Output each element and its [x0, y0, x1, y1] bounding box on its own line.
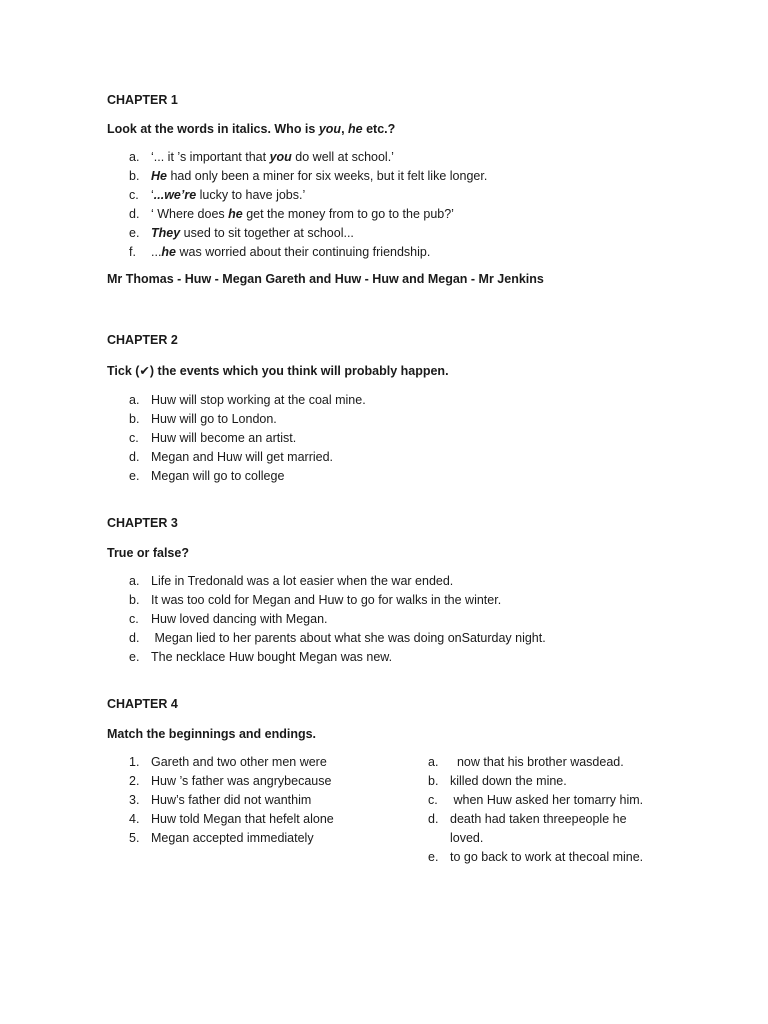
- item-text: Huw will become an artist.: [151, 431, 297, 445]
- item-marker: b.: [129, 169, 140, 183]
- list-item: [129, 167, 707, 186]
- list-item: [129, 148, 707, 167]
- instruction: Match the beginnings and endings.: [107, 727, 317, 741]
- beginnings-list: [107, 753, 419, 848]
- item-marker: e.: [129, 226, 140, 240]
- item-marker: d.: [129, 450, 140, 464]
- list-item: [129, 391, 707, 410]
- item-marker: c.: [129, 431, 139, 445]
- instruction: True or false?: [107, 546, 189, 560]
- chapter-heading: CHAPTER 3: [107, 516, 178, 530]
- list-item: [129, 753, 419, 772]
- instruction-italic: you: [318, 122, 342, 136]
- item-text: Megan accepted immediately: [151, 831, 314, 845]
- item-text: Huw will stop working at the coal mine.: [151, 393, 366, 407]
- list-item: [428, 810, 668, 848]
- item-text: ‘...we’re lucky to have jobs.’: [151, 188, 306, 202]
- item-text: Life in Tredonald was a lot easier when the war ended.: [151, 574, 454, 588]
- list-item: [129, 772, 419, 791]
- item-text: Huw will go to London.: [151, 412, 277, 426]
- endings-list: [428, 753, 668, 867]
- instruction-italic: he: [348, 122, 363, 136]
- item-marker: b.: [428, 774, 439, 788]
- item-text: ‘... it ’s important that you do well at school.’: [151, 150, 394, 164]
- chapter-2-section: [107, 331, 707, 486]
- instruction-text: ,: [341, 122, 349, 136]
- true-false-list: [107, 572, 707, 667]
- item-marker: e.: [428, 850, 439, 864]
- list-item: [428, 848, 668, 867]
- list-item: [129, 448, 707, 467]
- item-text: Huw ’s father was angrybecause: [151, 774, 332, 788]
- chapter-heading: CHAPTER 1: [107, 93, 178, 107]
- list-item: [129, 829, 419, 848]
- list-item: [129, 591, 707, 610]
- item-marker: d.: [428, 812, 439, 826]
- question-list: [107, 148, 707, 262]
- list-item: [129, 610, 707, 629]
- chapter-4-section: [107, 695, 707, 744]
- item-text: death had taken threepeople he loved.: [450, 812, 627, 845]
- item-marker: c.: [129, 188, 139, 202]
- item-text: The necklace Huw bought Megan was new.: [151, 650, 393, 664]
- item-marker: a.: [428, 755, 439, 769]
- item-marker: 3.: [129, 793, 140, 807]
- item-text: He had only been a miner for six weeks, but it felt like longer.: [151, 169, 488, 183]
- item-text: Huw loved dancing with Megan.: [151, 612, 328, 626]
- item-marker: f.: [129, 245, 136, 259]
- item-marker: c.: [129, 612, 139, 626]
- item-marker: d.: [129, 207, 140, 221]
- item-marker: e.: [129, 650, 140, 664]
- item-text: ...he was worried about their continuing friendship.: [151, 245, 431, 259]
- item-marker: a.: [129, 150, 140, 164]
- instruction: [107, 120, 707, 139]
- item-text: Gareth and two other men were: [151, 755, 327, 769]
- list-item: [129, 186, 707, 205]
- item-marker: 1.: [129, 755, 140, 769]
- list-item: [129, 810, 419, 829]
- list-item: [129, 629, 707, 648]
- answer-names: Mr Thomas - Huw - Megan Gareth and Huw - Huw and Megan - Mr Jenkins: [107, 272, 544, 286]
- item-marker: a.: [129, 574, 140, 588]
- item-marker: b.: [129, 412, 140, 426]
- instruction: Tick (✔) the events which you think will probably happen.: [107, 364, 449, 378]
- list-item: [428, 772, 668, 791]
- item-marker: b.: [129, 593, 140, 607]
- item-text: Huw’s father did not wanthim: [151, 793, 312, 807]
- item-text: when Huw asked her tomarry him.: [450, 793, 644, 807]
- instruction-text: Look at the words in italics. Who is: [107, 122, 319, 136]
- list-item: [129, 791, 419, 810]
- item-text: It was too cold for Megan and Huw to go for walks in the winter.: [151, 593, 502, 607]
- instruction-text: etc.?: [362, 122, 396, 136]
- list-item: [129, 410, 707, 429]
- list-item: [428, 791, 668, 810]
- item-marker: a.: [129, 393, 140, 407]
- chapter-heading: CHAPTER 2: [107, 333, 178, 347]
- item-marker: 4.: [129, 812, 140, 826]
- list-item: [129, 648, 707, 667]
- list-item: [129, 243, 707, 262]
- event-list: [107, 391, 707, 486]
- item-text: Megan will go to college: [151, 469, 285, 483]
- chapter-3-section: [107, 514, 707, 667]
- item-text: killed down the mine.: [450, 774, 567, 788]
- item-text: Huw told Megan that hefelt alone: [151, 812, 334, 826]
- list-item: [129, 467, 707, 486]
- item-text: They used to sit together at school...: [151, 226, 354, 240]
- item-text: now that his brother wasdead.: [450, 755, 624, 769]
- list-item: [129, 429, 707, 448]
- item-marker: c.: [428, 793, 438, 807]
- list-item: [129, 572, 707, 591]
- item-marker: d.: [129, 631, 140, 645]
- item-marker: 2.: [129, 774, 140, 788]
- item-marker: e.: [129, 469, 140, 483]
- list-item: [129, 224, 707, 243]
- chapter-1-section: [107, 91, 707, 289]
- item-text: Megan lied to her parents about what she was doing onSaturday night.: [151, 631, 546, 645]
- item-marker: 5.: [129, 831, 140, 845]
- item-text: to go back to work at thecoal mine.: [450, 850, 644, 864]
- list-item: [129, 205, 707, 224]
- item-text: ‘ Where does he get the money from to go to the pub?’: [151, 207, 454, 221]
- list-item: [428, 753, 668, 772]
- chapter-heading: CHAPTER 4: [107, 697, 178, 711]
- item-text: Megan and Huw will get married.: [151, 450, 334, 464]
